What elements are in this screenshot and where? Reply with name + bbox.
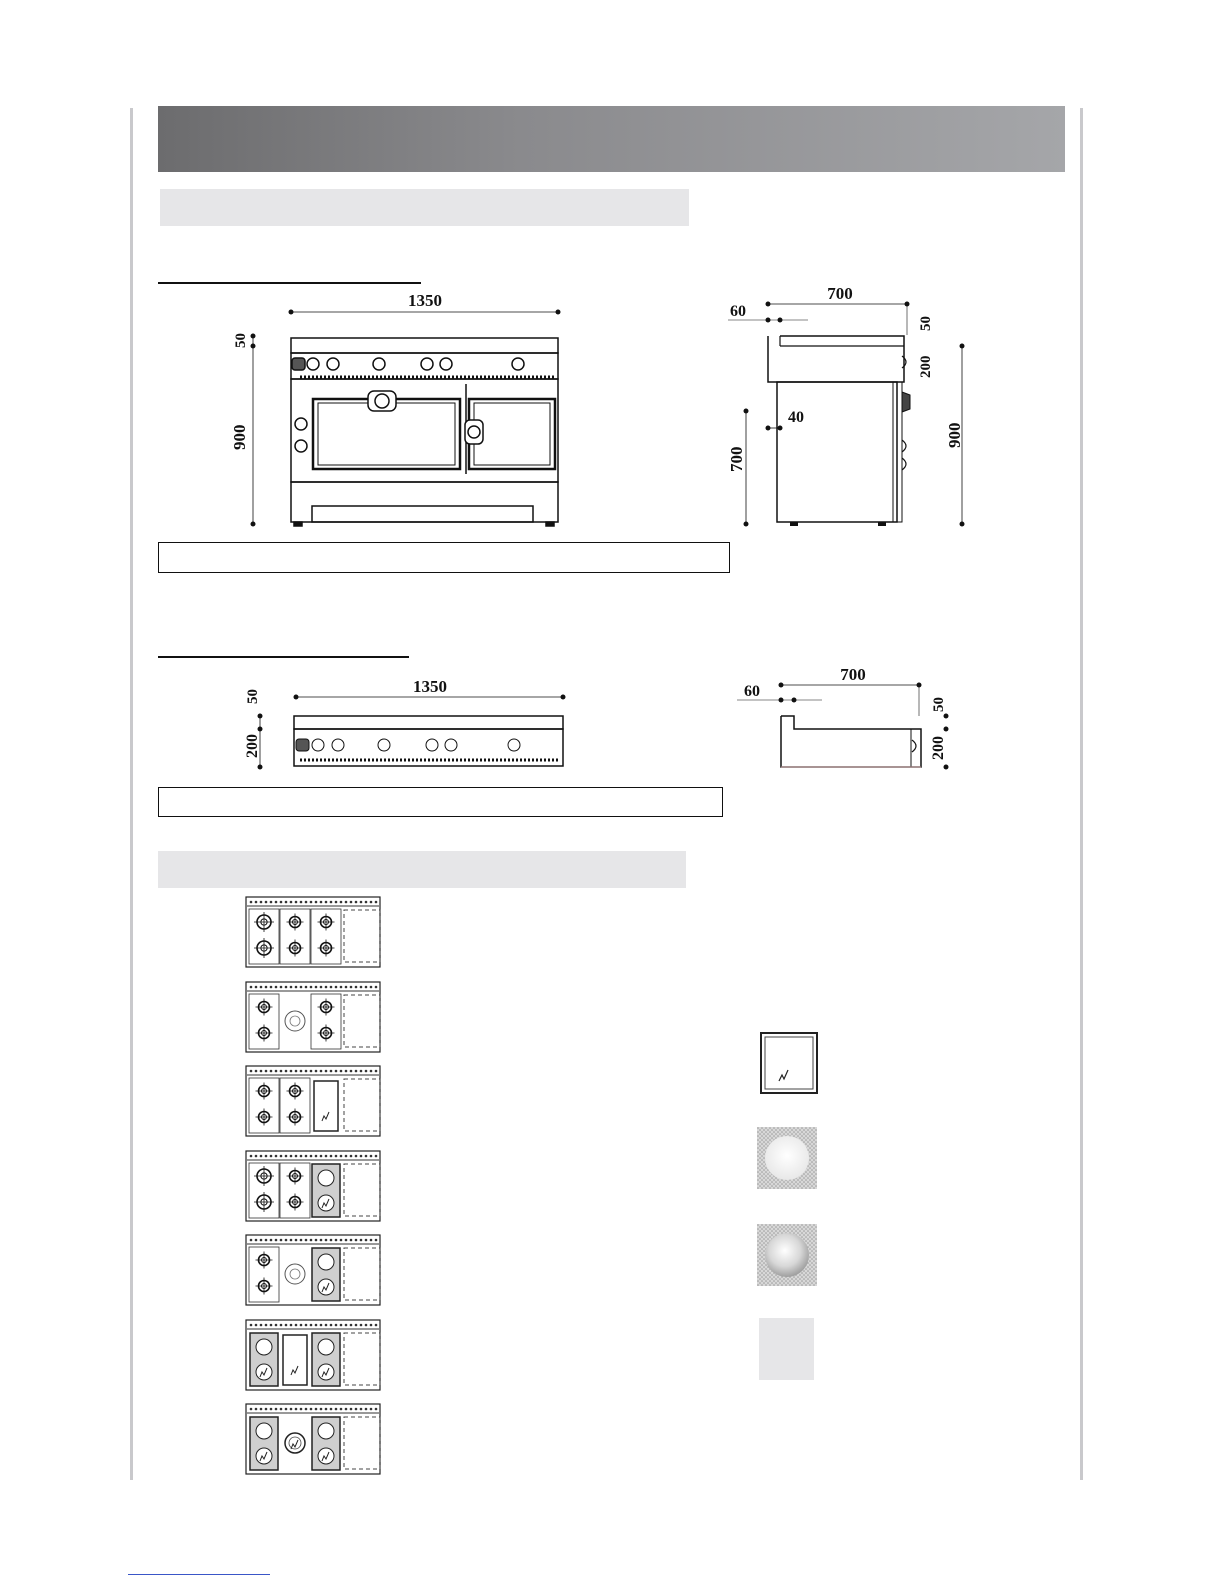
induction-2-module	[312, 1164, 340, 1217]
cooktop-configuration-5	[245, 1234, 381, 1306]
french-plate-module	[285, 1264, 305, 1284]
range-front-view	[220, 282, 580, 537]
cooktop-front-width-label: 1350	[413, 677, 447, 696]
induction-round-module	[285, 1433, 305, 1453]
cooktop-side-rail-label: 50	[931, 697, 947, 712]
burners-4-module	[249, 909, 279, 964]
section-band-dimensions	[160, 189, 689, 226]
right-page-rule	[1080, 108, 1083, 1480]
range-front-rail-label: 50	[233, 333, 249, 348]
cooktop-side-setback-label: 60	[744, 683, 760, 700]
induction-2-module	[312, 1417, 340, 1470]
range-side-depth-label: 700	[827, 284, 853, 303]
burners-2-module	[249, 1247, 279, 1302]
burners-2-module	[249, 994, 279, 1049]
footer-link-underline	[128, 1574, 270, 1575]
range-side-height-label: 900	[945, 422, 964, 448]
cooktop-configuration-3	[245, 1065, 381, 1137]
range-caption-box	[158, 542, 730, 573]
cooktop-side-depth-label: 700	[840, 665, 866, 684]
cooktop-side-height-label: 200	[930, 736, 947, 760]
burners-4-module	[249, 1163, 279, 1218]
range-front-height-label: 900	[230, 424, 249, 450]
plancha-icon	[760, 1032, 820, 1096]
range-side-view	[720, 282, 980, 532]
cooktop-configuration-2	[245, 981, 381, 1053]
burners-2-module	[280, 909, 310, 964]
left-page-rule	[130, 108, 133, 1480]
top-subheading-underline	[158, 656, 409, 658]
flat-hob-icon	[757, 1127, 817, 1189]
range-side-leg-label: 700	[727, 446, 746, 472]
cooktop-configuration-7	[245, 1403, 381, 1475]
burners-2-module	[280, 1078, 310, 1133]
range-side-setback-label: 60	[730, 303, 746, 320]
cooktop-caption-box	[158, 787, 723, 817]
section-band-configurations	[158, 851, 686, 888]
burners-2-module	[311, 994, 341, 1049]
cooktop-front-height-label: 200	[244, 734, 261, 758]
cooktop-configuration-1	[245, 896, 381, 968]
domed-hob-icon	[757, 1224, 817, 1286]
range-side-backguard-label: 200	[918, 355, 934, 378]
range-side-knob-offset-label: 40	[788, 409, 804, 426]
cooktop-configuration-4	[245, 1150, 381, 1222]
griddle-module	[314, 1081, 338, 1131]
page-header-band	[158, 106, 1065, 172]
induction-2-module	[250, 1417, 278, 1470]
cooktop-front-rail-label: 50	[245, 689, 261, 704]
cooktop-side-view	[735, 660, 960, 775]
induction-2-module	[312, 1248, 340, 1301]
burners-2-module	[280, 1163, 310, 1218]
burners-2-module	[249, 1078, 279, 1133]
cooktop-configuration-6	[245, 1319, 381, 1391]
burners-2-module	[311, 909, 341, 964]
cooktop-front-view	[235, 670, 580, 775]
induction-2-module	[250, 1333, 278, 1386]
french-plate-module	[285, 1011, 305, 1031]
blank-swatch-icon	[759, 1318, 814, 1380]
induction-2-module	[312, 1333, 340, 1386]
range-front-width-label: 1350	[408, 291, 442, 310]
range-side-rail-label: 50	[918, 316, 934, 331]
plancha-module	[283, 1335, 307, 1385]
